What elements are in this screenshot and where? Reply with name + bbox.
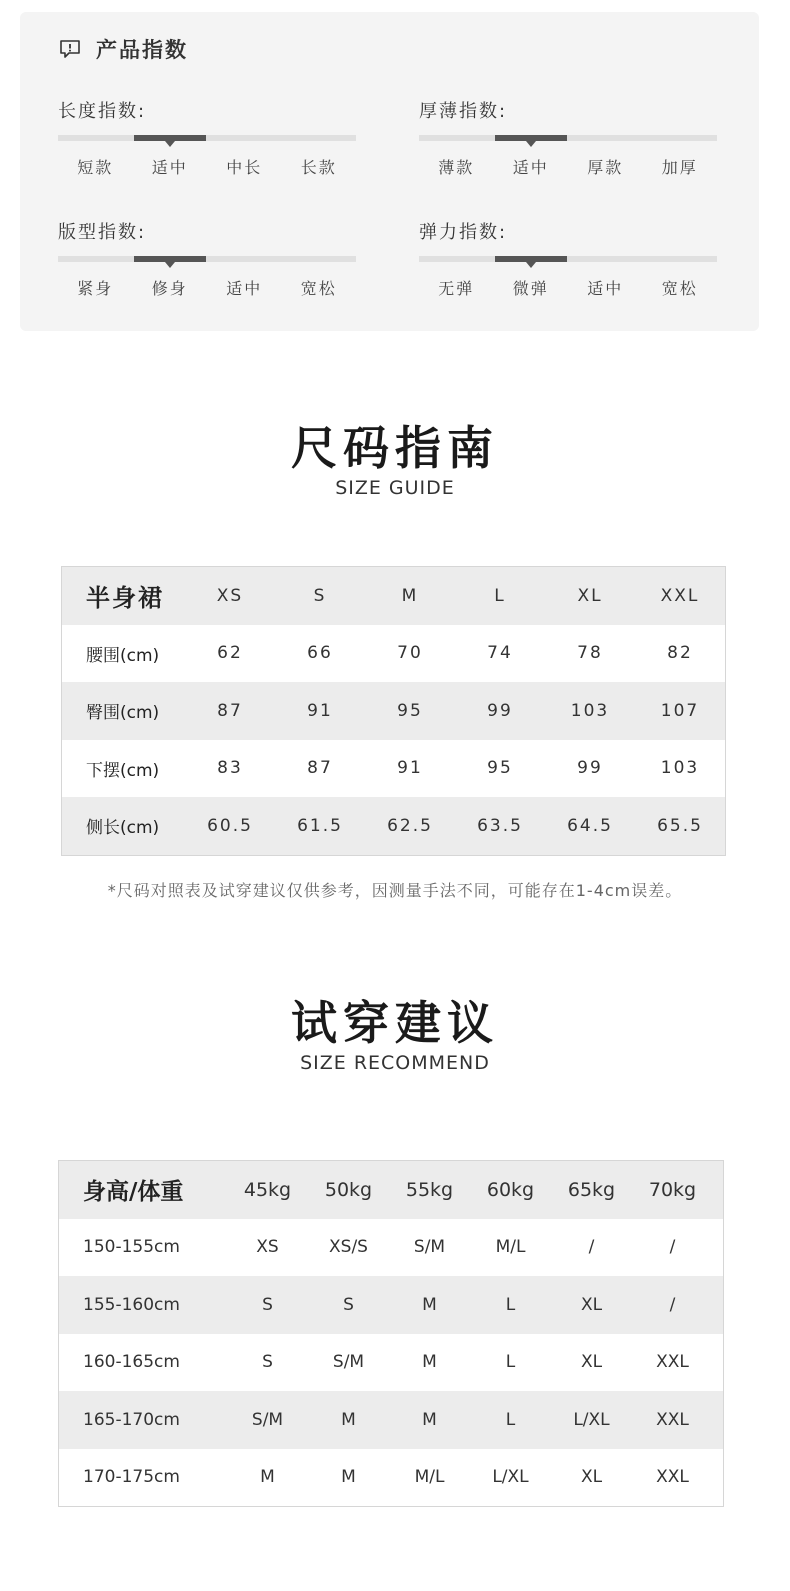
size-recommend-heading	[0, 995, 790, 1075]
index-option: 薄款	[438, 158, 475, 177]
table-row	[59, 1276, 723, 1334]
table-cell: L	[505, 1294, 516, 1315]
table-row	[59, 1219, 723, 1277]
table-header-cell: XL	[577, 585, 603, 606]
table-cell: 103	[570, 700, 610, 721]
table-row	[59, 1391, 723, 1449]
table-cell: 107	[660, 700, 700, 721]
index-option: 微弹	[512, 279, 549, 298]
table-cell: XXL	[656, 1467, 689, 1488]
table-cell: 62.5	[387, 815, 433, 836]
table-row-header: 下摆(cm)	[86, 760, 160, 781]
index-option: 长款	[300, 158, 337, 177]
table-cell: M/L	[414, 1467, 445, 1488]
product-index-title: 产品指数	[96, 38, 188, 62]
table-cell: XL	[580, 1352, 603, 1373]
product-index-header	[58, 34, 188, 64]
table-header-cell: 60kg	[486, 1178, 535, 1201]
index-marker	[495, 135, 567, 141]
size-guide-title-cn: 尺码指南	[291, 421, 499, 475]
table-row-header: 160-165cm	[83, 1352, 180, 1373]
table-cell: 65.5	[657, 815, 703, 836]
table-cell: XS	[256, 1237, 279, 1258]
table-header-cell: 70kg	[648, 1178, 697, 1201]
index-track	[58, 135, 356, 141]
table-cell: 103	[660, 758, 700, 779]
index-label: 版型指数:	[58, 222, 147, 243]
table-cell: 99	[487, 700, 513, 721]
index-option: 厚款	[587, 158, 624, 177]
table-header-cell: XS	[216, 585, 244, 606]
index-option: 适中	[512, 158, 549, 177]
size-guide-heading	[0, 420, 790, 500]
table-cell: S/M	[413, 1237, 446, 1258]
index-track	[419, 135, 717, 141]
table-cell: L	[505, 1352, 516, 1373]
table-cell: M/L	[495, 1237, 526, 1258]
index-option: 适中	[151, 158, 188, 177]
table-cell: 61.5	[297, 815, 343, 836]
index-label: 厚薄指数:	[419, 101, 508, 122]
thickness-index	[419, 99, 717, 178]
table-header-cell: XXL	[660, 585, 700, 606]
table-cell: 70	[397, 643, 423, 664]
index-option: 适中	[587, 279, 624, 298]
table-cell: L/XL	[492, 1467, 529, 1488]
table-cell: 78	[577, 643, 603, 664]
product-index-panel	[20, 12, 759, 331]
index-track	[58, 256, 356, 262]
table-row	[62, 625, 725, 683]
table-cell: XL	[580, 1294, 603, 1315]
index-option: 中长	[226, 158, 263, 177]
table-cell: 60.5	[207, 815, 253, 836]
table-row	[62, 797, 725, 855]
table-header-cell: 65kg	[567, 1178, 616, 1201]
table-cell: 87	[307, 758, 333, 779]
index-option: 紧身	[77, 279, 114, 298]
table-header-cell: 半身裙	[86, 584, 164, 613]
table-cell: M	[422, 1352, 437, 1373]
table-row	[62, 740, 725, 798]
table-header-cell: L	[494, 585, 506, 606]
table-cell: 99	[577, 758, 603, 779]
index-option: 加厚	[661, 158, 698, 177]
table-row-header: 腰围(cm)	[86, 645, 160, 666]
index-option: 宽松	[661, 279, 698, 298]
table-header-row	[62, 567, 725, 625]
table-cell: S	[343, 1294, 354, 1315]
table-row-header: 155-160cm	[83, 1294, 180, 1315]
table-cell: M	[341, 1409, 356, 1430]
table-cell: 82	[667, 643, 693, 664]
elasticity-index	[419, 220, 717, 299]
table-cell: S	[262, 1352, 273, 1373]
table-cell: 83	[217, 758, 243, 779]
table-cell: XXL	[656, 1352, 689, 1373]
table-cell: L/XL	[573, 1409, 610, 1430]
table-row	[59, 1334, 723, 1392]
table-cell: /	[669, 1237, 676, 1258]
size-guide-table	[61, 566, 726, 856]
index-marker	[134, 256, 206, 262]
table-row	[62, 682, 725, 740]
table-row-header: 侧长(cm)	[86, 818, 160, 839]
table-header-cell: 55kg	[405, 1178, 454, 1201]
index-option: 短款	[77, 158, 114, 177]
table-cell: 64.5	[567, 815, 613, 836]
table-cell: 95	[397, 700, 423, 721]
index-marker	[495, 256, 567, 262]
table-cell: L	[505, 1409, 516, 1430]
table-header-cell: 50kg	[324, 1178, 373, 1201]
fit-index	[58, 220, 356, 299]
index-option: 修身	[151, 279, 188, 298]
table-row-header: 170-175cm	[83, 1467, 180, 1488]
table-cell: M	[260, 1467, 275, 1488]
table-cell: 66	[307, 643, 333, 664]
table-cell: /	[669, 1294, 676, 1315]
index-marker	[134, 135, 206, 141]
table-cell: XL	[580, 1467, 603, 1488]
table-cell: 91	[397, 758, 423, 779]
index-label: 长度指数:	[58, 101, 147, 122]
index-option: 适中	[226, 279, 263, 298]
size-recommend-title-cn: 试穿建议	[291, 996, 499, 1050]
table-cell: S	[262, 1294, 273, 1315]
size-guide-note: *尺码对照表及试穿建议仅供参考，因测量手法不同，可能存在1-4cm误差。	[107, 881, 683, 900]
size-recommend-title-en: SIZE RECOMMEND	[300, 1052, 490, 1074]
info-speech-bubble-icon	[58, 37, 82, 61]
table-cell: XS/S	[329, 1237, 368, 1258]
table-cell: 95	[487, 758, 513, 779]
table-cell: M	[341, 1467, 356, 1488]
index-track	[419, 256, 717, 262]
table-row-header: 臀围(cm)	[86, 703, 160, 724]
table-cell: 74	[487, 643, 513, 664]
table-cell: 91	[307, 700, 333, 721]
table-cell: XXL	[656, 1409, 689, 1430]
table-cell: 63.5	[477, 815, 523, 836]
length-index	[58, 99, 356, 178]
table-row	[59, 1449, 723, 1507]
index-label: 弹力指数:	[419, 222, 508, 243]
table-cell: /	[588, 1237, 595, 1258]
size-guide-title-en: SIZE GUIDE	[335, 477, 455, 499]
table-cell: M	[422, 1294, 437, 1315]
table-cell: S/M	[251, 1409, 284, 1430]
table-row-header: 150-155cm	[83, 1237, 180, 1258]
table-row-header: 165-170cm	[83, 1409, 180, 1430]
table-header-cell: S	[313, 585, 327, 606]
table-cell: 62	[217, 643, 243, 664]
table-cell: M	[422, 1409, 437, 1430]
size-recommend-table	[58, 1160, 724, 1507]
table-header-row	[59, 1161, 723, 1219]
table-header-cell: 身高/体重	[83, 1179, 184, 1206]
index-option: 无弹	[438, 279, 475, 298]
table-header-cell: 45kg	[243, 1178, 292, 1201]
index-option: 宽松	[300, 279, 337, 298]
table-cell: 87	[217, 700, 243, 721]
table-header-cell: M	[401, 585, 419, 606]
table-cell: S/M	[332, 1352, 365, 1373]
